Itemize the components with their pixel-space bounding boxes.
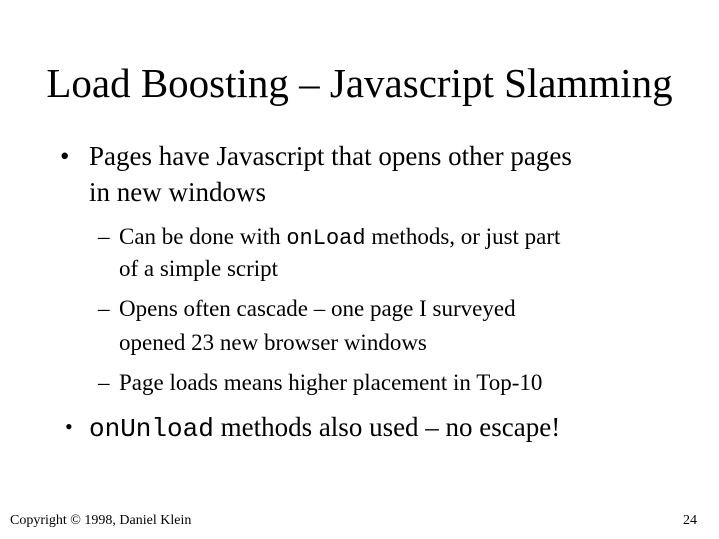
sub-bullet-text: methods, or just part: [365, 224, 561, 249]
bullet-text: methods also used – no escape!: [213, 412, 561, 442]
footer-page-number: 24: [683, 513, 697, 528]
sub-bullet-marker: –: [98, 224, 110, 249]
sub-bullet-marker: –: [98, 296, 110, 321]
bullet-text-line: [89, 410, 560, 446]
sub-bullet-text-line: Page loads means higher placement in Top-10: [119, 370, 543, 395]
bullet-text-line: Pages have Javascript that opens other pages: [89, 141, 572, 171]
bullet-text-line: in new windows: [89, 177, 266, 207]
sub-bullet-text-line: of a simple script: [119, 256, 279, 281]
sub-bullet-text-line: Opens often cascade – one page I surveyed: [119, 296, 516, 321]
bullet-marker: •: [65, 414, 73, 439]
code-keyword-onload: onLoad: [286, 226, 366, 251]
bullet-marker: •: [60, 141, 70, 171]
sub-bullet-marker: –: [98, 370, 110, 395]
sub-bullet-text-line: opened 23 new browser windows: [119, 330, 427, 355]
code-keyword-onunload: onUnload: [89, 414, 214, 444]
footer-copyright: Copyright © 1998, Daniel Klein: [10, 513, 192, 528]
sub-bullet-text: Can be done with: [119, 224, 287, 249]
sub-bullet-text-line: [119, 221, 560, 255]
slide-title: Load Boosting – Javascript Slamming: [46, 60, 673, 106]
